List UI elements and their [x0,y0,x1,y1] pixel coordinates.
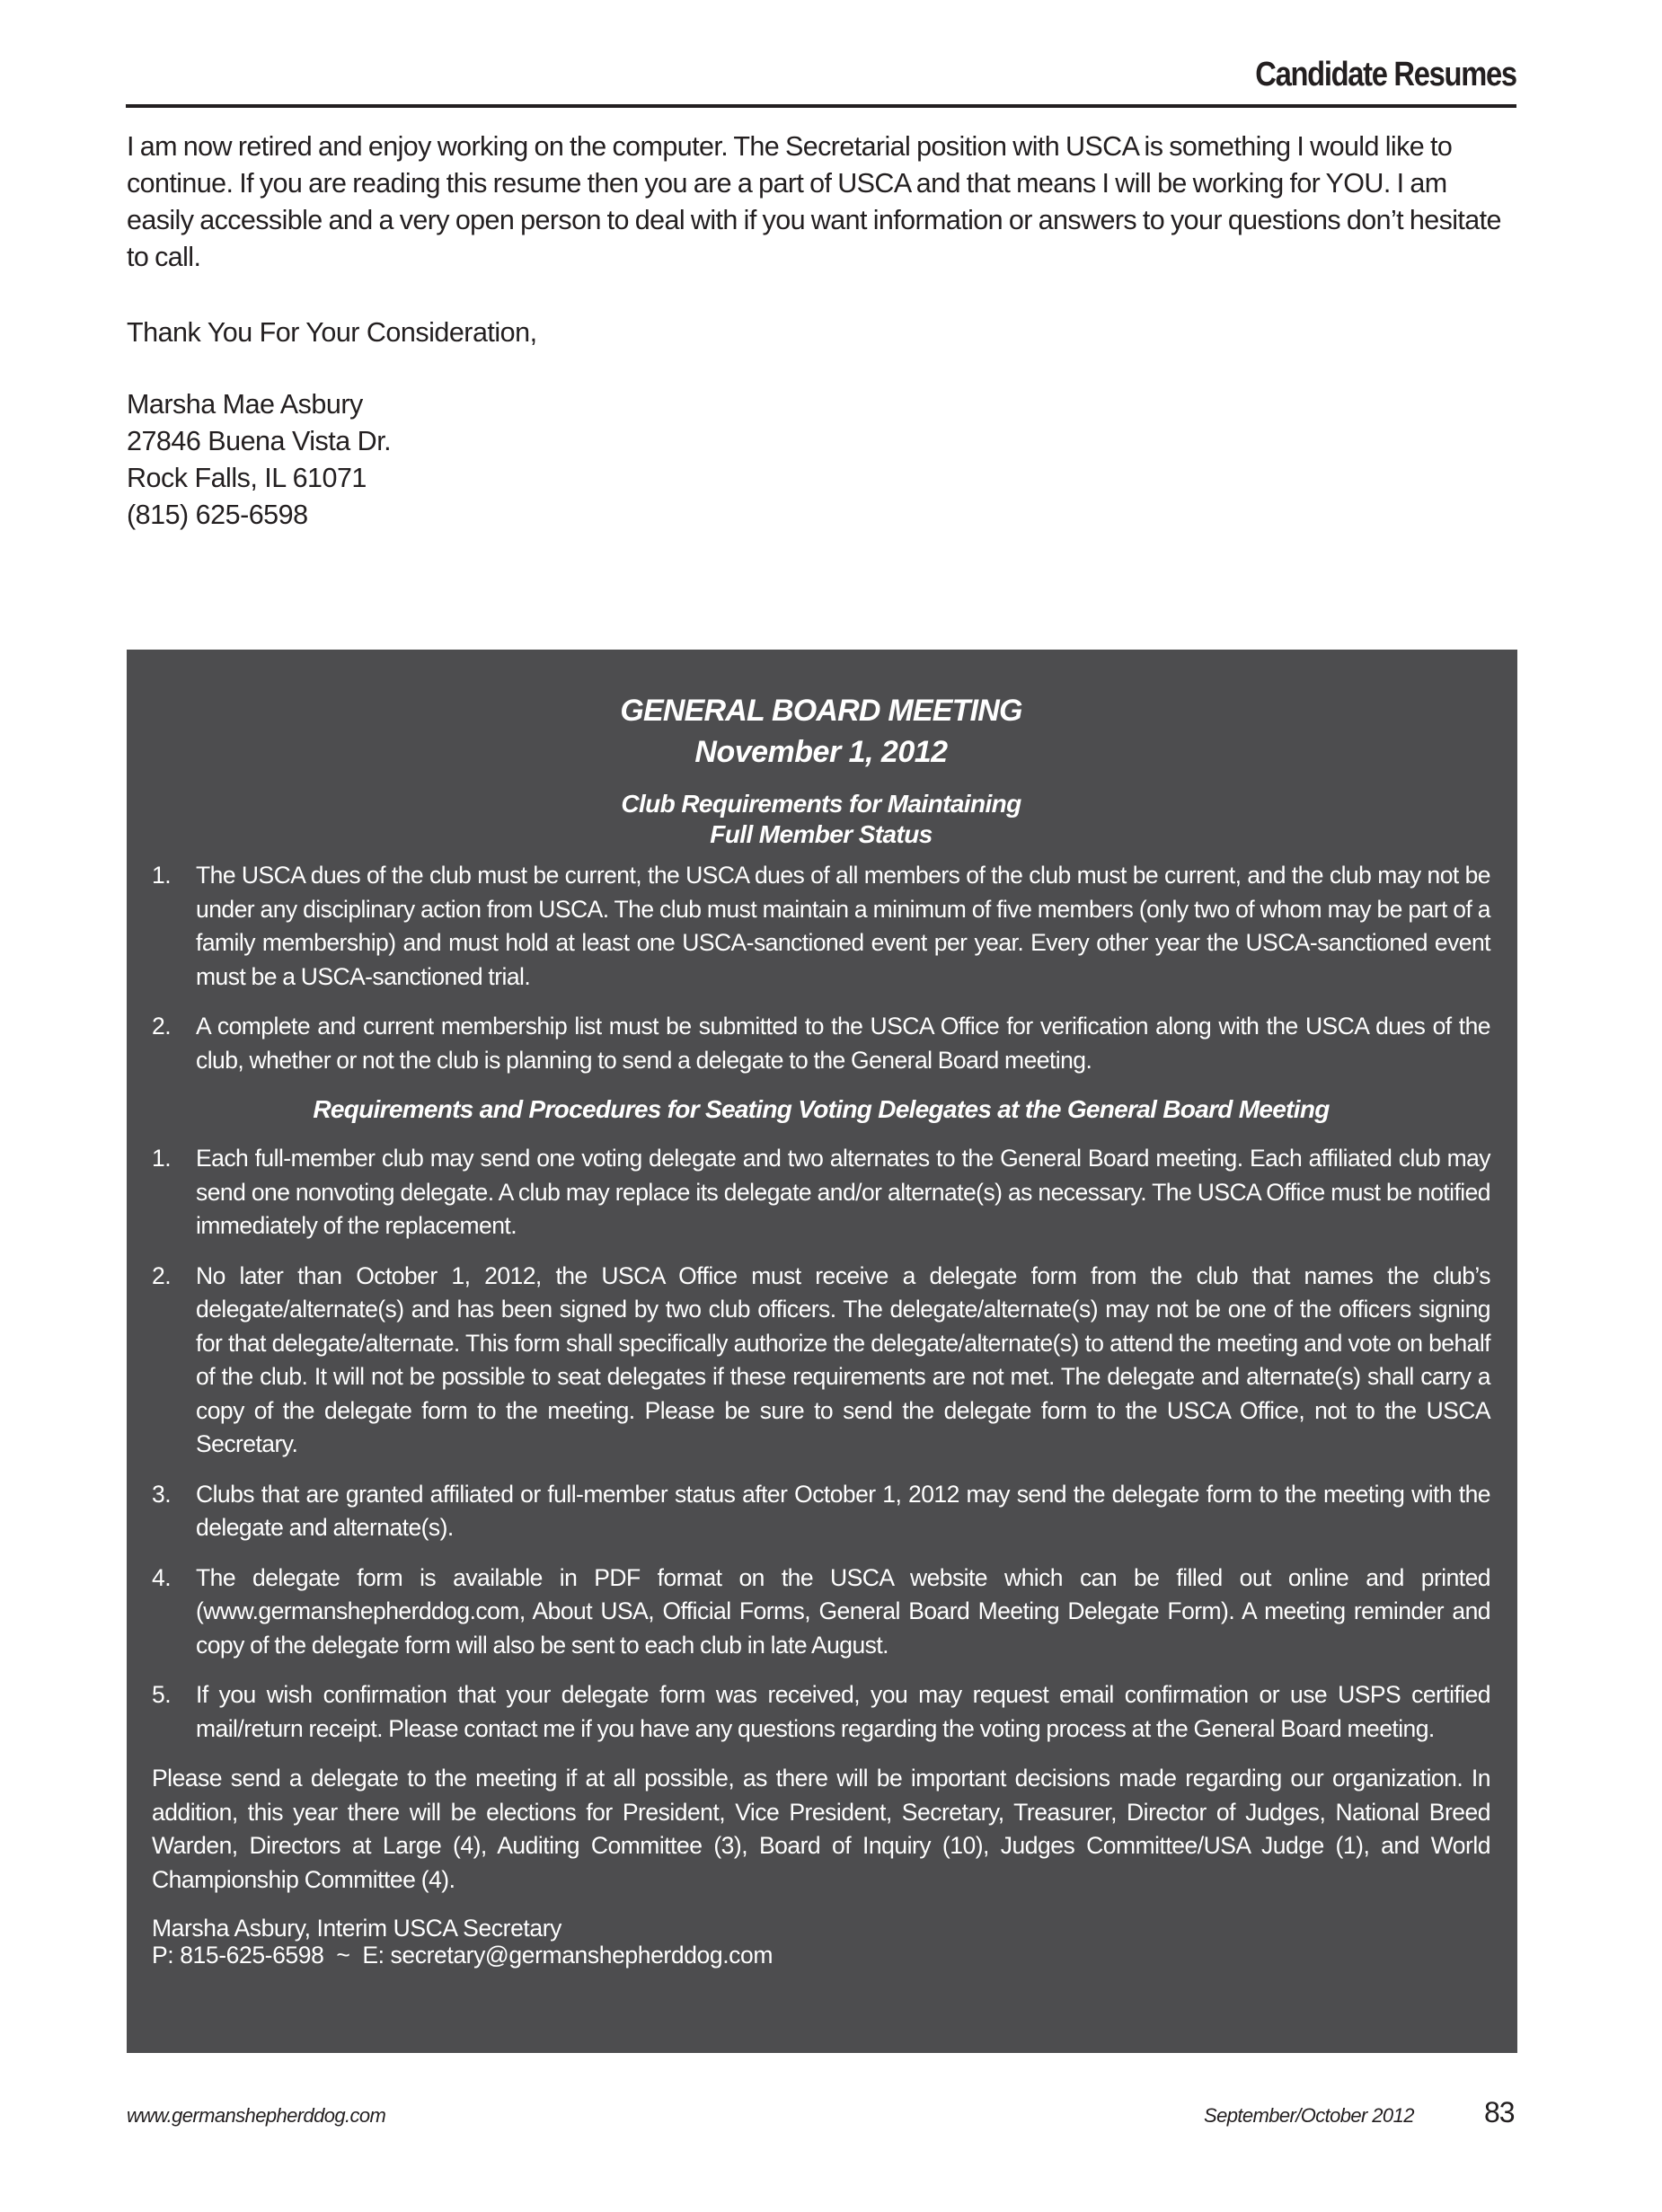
footer-issue-date: September/October 2012 [1204,2104,1414,2127]
list-item [152,1478,1490,1545]
signature-phone: (815) 625-6598 [127,500,308,530]
page-header [126,54,1516,108]
list-item-text: The USCA dues of the club must be current, the USCA dues of all members of the club must be current, and the club may not be under any disciplinary action from USCA. The club must maintain a minimum of five members (only two of whom may be part of a family membership) and must hold at least one USCA-sanctioned event per year. Every other year the USCA-sanctioned event must be a USCA-sanctioned trial. [196,862,1490,990]
list-item-text: No later than October 1, 2012, the USCA Office must receive a delegate form from the club that names the club’s delegate/alternate(s) and has been signed by two club officers. The delegate/alternate(s) may not be one of the officers signing for that delegate/alternate. This form shall specifically authorize the delegate/alternate(s) to attend the meeting and vote on behalf of the club. It will not be possible to seat delegates if these requirements are not met. The delegate and alternate(s) shall carry a copy of the delegate form to the meeting. Please be sure to send the delegate form to the USCA Office, not to the USCA Secretary. [196,1261,1490,1457]
list-item [152,1142,1490,1243]
list-item [152,859,1490,994]
notice-signature-contact: P: 815-625-6598 ~ E: secretary@germanshepherddog.com [152,1942,774,1969]
list-item-number: 5. [152,1681,172,1708]
list-item-text: Each full-member club may send one voting delegate and two alternates to the General Board meeting. Each affiliated club may send one nonvoting delegate. A club may replace its delegate and/or alternate(s) as necessary. The USCA Office must be notified immediately of the replacement. [196,1145,1490,1239]
list-item-number: 4. [152,1563,172,1591]
section1-heading-line2: Full Member Status [710,820,933,848]
list-item [152,1562,1490,1663]
resume-closing: Thank You For Your Consideration, [127,317,537,348]
notice-title: GENERAL BOARD MEETING [620,694,1022,728]
list-item-text: The delegate form is available in PDF format on the USCA website which can be filled out online and printed (www.germanshepherddog.com, About USA, Official Forms, General Board Meeting Delegate Form). A meeting reminder and copy of the delegate form will also be sent to each club in late August. [196,1563,1490,1659]
list-item-text: A complete and current membership list must be submitted to the USCA Office for verification along with the USCA dues of the club, whether or not the club is planning to send a delegate to the General Board meeting. [196,1013,1490,1074]
signature-name: Marsha Mae Asbury [127,389,363,420]
notice-date: November 1, 2012 [694,735,948,769]
general-board-meeting-notice [127,650,1517,2053]
section1-heading [152,789,1490,850]
list-item-number: 1. [152,862,172,889]
section1-heading-line1: Club Requirements for Maintaining [621,790,1021,818]
section2-list [152,1142,1490,1746]
notice-signature-name: Marsha Asbury, Interim USCA Secretary [152,1915,561,1942]
list-item-number: 2. [152,1013,172,1040]
list-item-number: 3. [152,1480,172,1508]
section1-list [152,859,1490,1077]
footer-page-number: 83 [1484,2096,1515,2128]
list-item-number: 2. [152,1261,172,1289]
section-title: Candidate Resumes [1255,56,1516,93]
signature-city-state-zip: Rock Falls, IL 61071 [127,463,367,493]
list-item [152,1678,1490,1746]
resume-signature-block [127,386,391,534]
list-item-number: 1. [152,1145,172,1172]
notice-closing-paragraph: Please send a delegate to the meeting if at all possible, as there will be important decisions made regarding our organization. In addition, this year there will be elections for President, Vice President, Secretary, Treasurer, Director of Judges, National Breed Warden, Directors at Large (4), Auditing Committee (3), Board of Inquiry (10), Judges Committee/USA Judge (1), and World Championship Committee (4). [152,1765,1490,1893]
list-item-text: Clubs that are granted affiliated or full-member status after October 1, 2012 may send the delegate form to the meeting with the delegate and alternate(s). [196,1480,1490,1541]
list-item [152,1260,1490,1462]
footer-website: www.germanshepherddog.com [127,2104,386,2127]
signature-street: 27846 Buena Vista Dr. [127,426,392,456]
list-item-text: If you wish confirmation that your delegate form was received, you may request email confirmation or use USPS certified mail/return receipt. Please contact me if you have any questions regarding the voting process at the General Board meeting. [196,1681,1490,1742]
list-item [152,1010,1490,1077]
section2-heading: Requirements and Procedures for Seating Voting Delegates at the General Board Meeting [313,1095,1330,1123]
notice-signature [152,1915,1490,1969]
resume-intro-paragraph: I am now retired and enjoy working on the computer. The Secretarial position with USCA is something I would like to continue. If you are reading this resume then you are a part of USCA and that means I will be working for YOU. I am easily accessible and a very open person to deal with if you want information or answers to your questions don’t hesitate to call. [127,131,1501,272]
